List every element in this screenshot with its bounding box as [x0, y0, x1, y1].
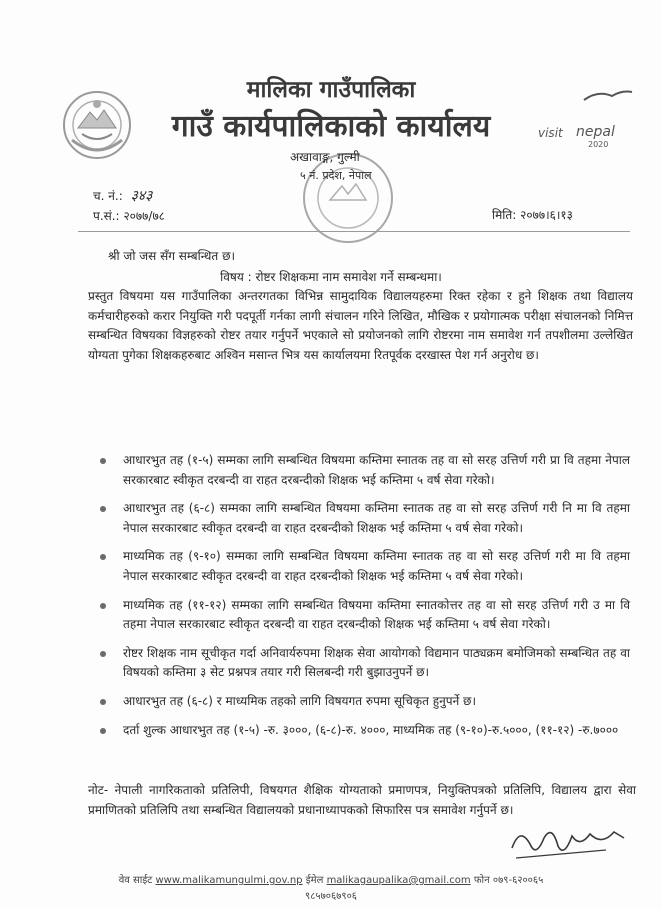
letter-number-label: प.सं.:	[93, 209, 120, 223]
list-item: आधारभुत तह (६-८) सम्मका लागि सम्बन्धित विषयमा कम्तिमा स्नातक तह वा सो सरह उत्तिर्ण गरी नि मा वि तहमा नेपाल सरकारबाट स्वीकृत दरबन्दी वा राहत दरबन्दीको शिक्षक भई कम्तिमा ५ वर्ष सेवा गरेको।	[100, 499, 630, 538]
office-name: गाउँ कार्यपालिकाको कार्यालय	[171, 109, 491, 144]
website-link[interactable]: www.malikamungulmi.gov.np	[155, 875, 303, 886]
list-item: माध्यमिक तह (११-१२) सम्मका लागि सम्बन्धित विषयमा कम्तिमा स्नातकोत्तर तह वा सो सरह उत्तिर्ण गरी उ मा वि तहमा नेपाल सरकारबाट स्वीकृत दरबन्दी वा राहत दरबन्दीको शिक्षक भई कम्तिमा ५ वर्ष सेवा गरेको।	[100, 596, 630, 635]
header-divider	[78, 231, 630, 232]
note-paragraph: नोट- नेपाली नागरिकताको प्रतिलिपी, विषयगत शैक्षिक योग्यताको प्रमाणपत्र, नियुक्तिपत्रको प्रतिलिपि, विद्यालय द्वारा सेवा प्रमाणितको प्रतिलिपि तथा सम्बन्धित विद्यालयको प्रधानाध्यापकको सिफारिस पत्र समावेश गर्नुपर्ने छ।	[88, 783, 636, 817]
list-item: माध्यमिक तह (९-१०) सम्मका लागि सम्बन्धित विषयमा कम्तिमा स्नातक तह वा सो सरह उत्तिर्ण गरी मा वि तहमा नेपाल सरकारबाट स्वीकृत दरबन्दी वा राहत दरबन्दीको शिक्षक भई कम्तिमा ५ वर्ष सेवा गरेको।	[100, 547, 630, 586]
year-text: 2020	[588, 140, 609, 149]
list-item: आधारभुत तह (१-५) सम्मका लागि सम्बन्धित विषयमा कम्तिमा स्नातक तह वा सो सरह उत्तिर्ण गरी प्रा वि तहमा नेपाल सरकारबाट स्वीकृत दरबन्दी वा राहत दरबन्दीको शिक्षक भई कम्तिमा ५ वर्ष सेवा गरेको।	[100, 451, 630, 490]
letter-number-value: २०७७/७८	[123, 209, 165, 223]
address-line-2: ५ नं. प्रदेश, नेपाल	[300, 169, 372, 182]
letter-number-row	[93, 207, 165, 224]
signature-icon	[506, 818, 630, 870]
email-label: ईमेल	[305, 875, 324, 886]
address-line-1: अखावाङ्ग, गुल्मी	[290, 150, 360, 164]
list-item: आधारभुत तह (६-८) र माध्यमिक तहको लागि विषयगत रुपमा सूचिकृत हुनुपर्ने छ।	[100, 692, 630, 712]
date-label: मिति:	[492, 208, 517, 222]
bullet-icon	[100, 554, 106, 560]
municipality-name: मालिका गाउँपालिका	[246, 77, 416, 103]
bullet-icon	[100, 506, 106, 512]
bullet-icon	[100, 603, 106, 609]
bullet-icon	[100, 651, 106, 657]
dispatch-number-value: ३४३	[130, 188, 153, 204]
bullet-icon	[100, 458, 106, 464]
phone-label: फोन	[473, 875, 490, 886]
date-row	[492, 206, 573, 223]
nepal-text: nepal	[576, 124, 615, 140]
dispatch-number-row	[93, 186, 152, 205]
visit-text: visit	[538, 126, 563, 140]
subject-line: विषय : रोष्टर शिक्षकमा नाम समावेश गर्ने सम्बन्धमा।	[220, 270, 442, 284]
list-item: रोष्टर शिक्षक नाम सूचीकृत गर्दा अनिवार्यरुपमा शिक्षक सेवा आयोगको विद्यमान पाठ्यक्रम बमोजिमको सम्बन्धित तह वा विषयको कम्तिमा ३ सेट प्रश्नपत्र तयार गरी सिलबन्दी गरी बुझाउनुपर्ने छ।	[100, 644, 630, 683]
salutation: श्री जो जस सँग सम्बन्धित छ।	[108, 249, 236, 263]
dispatch-number-label: च. नं.:	[93, 189, 123, 203]
date-value: २०७७।६।१३	[520, 208, 573, 222]
bullet-icon	[100, 728, 106, 734]
qualification-list	[100, 451, 630, 749]
phone-value: ०७९-६२००६५	[492, 875, 544, 886]
bullet-icon	[100, 699, 106, 705]
intro-paragraph: प्रस्तुत विषयमा यस गाउँपालिका अन्तरगतका विभिन्न सामुदायिक विद्यालयहरुमा रिक्त रहेका र हुने शिक्षक तथा विद्यालय कर्मचारीहरुको करार नियुक्ति गरी पदपूर्ती गर्नका लागी संचालन गरिने लिखित, मौखिक र प्रयोगात्मक परीक्षा संचालनको निमित्त सम्बन्धित विषयका विज्ञहरुको रोष्टर तयार गर्नुपर्ने भएकाले सो प्रयोजनको लागि रोष्टरमा नाम समावेश गर्न तपशीलमा उल्लेखित योग्यता पुगेका शिक्षकहरुबाट अश्विन मसान्त भित्र यस कार्यालयमा रितपूर्वक दरखास्त पेश गर्न अनुरोध छ।	[88, 289, 633, 362]
email-link[interactable]: malikagaupalika@gmail.com	[326, 875, 471, 886]
footer-mobile: ९८५७०६७९०६	[305, 891, 357, 902]
list-item: दर्ता शुल्क आधारभुत तह (१-५) -रु. ३०००, (६-८)-रु. ४०००, माध्यमिक तह (९-१०)-रु.५०००, (११-१२) -रु.७०००	[100, 721, 630, 741]
footer-contact	[0, 872, 662, 886]
website-label: वेव साईट	[118, 875, 153, 886]
